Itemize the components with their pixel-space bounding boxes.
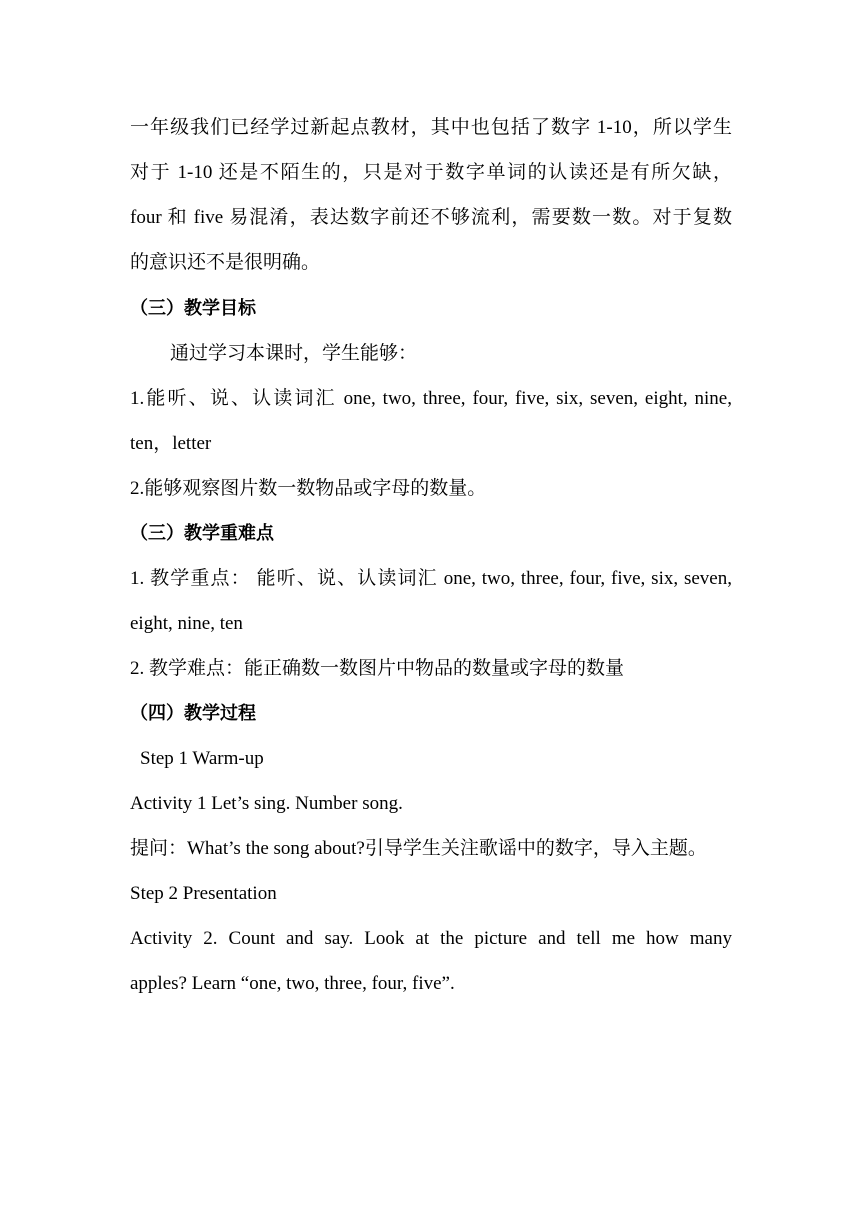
paragraph-line: eight, nine, ten [130, 613, 243, 634]
paragraph-line: Activity 2. Count and say. Look at the picture and tell me how many [130, 928, 732, 949]
section-heading-process: （四）教学过程 [130, 703, 256, 724]
paragraph-line: 1. 教学重点： 能听、说、认读词汇 one, two, three, four, five, six, seven, [130, 568, 732, 589]
paragraph-line: ten，letter [130, 433, 212, 454]
paragraph-line: 的意识还不是很明确。 [130, 252, 321, 273]
paragraph-line: 通过学习本课时，学生能够： [170, 343, 418, 364]
paragraph-line: apples? Learn “one, two, three, four, five”. [130, 973, 455, 994]
paragraph-line: 一年级我们已经学过新起点教材，其中也包括了数字 1-10，所以学生 [130, 117, 732, 138]
paragraph-line: 1.能听、说、认读词汇 one, two, three, four, five, six, seven, eight, nine, [130, 388, 732, 409]
paragraph-line: four 和 five 易混淆，表达数字前还不够流利，需要数一数。对于复数 [130, 207, 732, 228]
section-heading-objectives: （三）教学目标 [130, 298, 256, 319]
step-heading: Step 2 Presentation [130, 883, 277, 904]
paragraph-line: 2. 教学难点：能正确数一数图片中物品的数量或字母的数量 [130, 658, 625, 679]
section-heading-key-points: （三）教学重难点 [130, 523, 274, 544]
step-heading: Step 1 Warm-up [140, 748, 264, 769]
paragraph-line: 2.能够观察图片数一数物品或字母的数量。 [130, 478, 487, 499]
paragraph-line: 提问：What’s the song about?引导学生关注歌谣中的数字，导入主题。 [130, 838, 707, 859]
paragraph-line: 对于 1-10 还是不陌生的，只是对于数字单词的认读还是有所欠缺， [130, 162, 732, 183]
paragraph-line: Activity 1 Let’s sing. Number song. [130, 793, 403, 814]
